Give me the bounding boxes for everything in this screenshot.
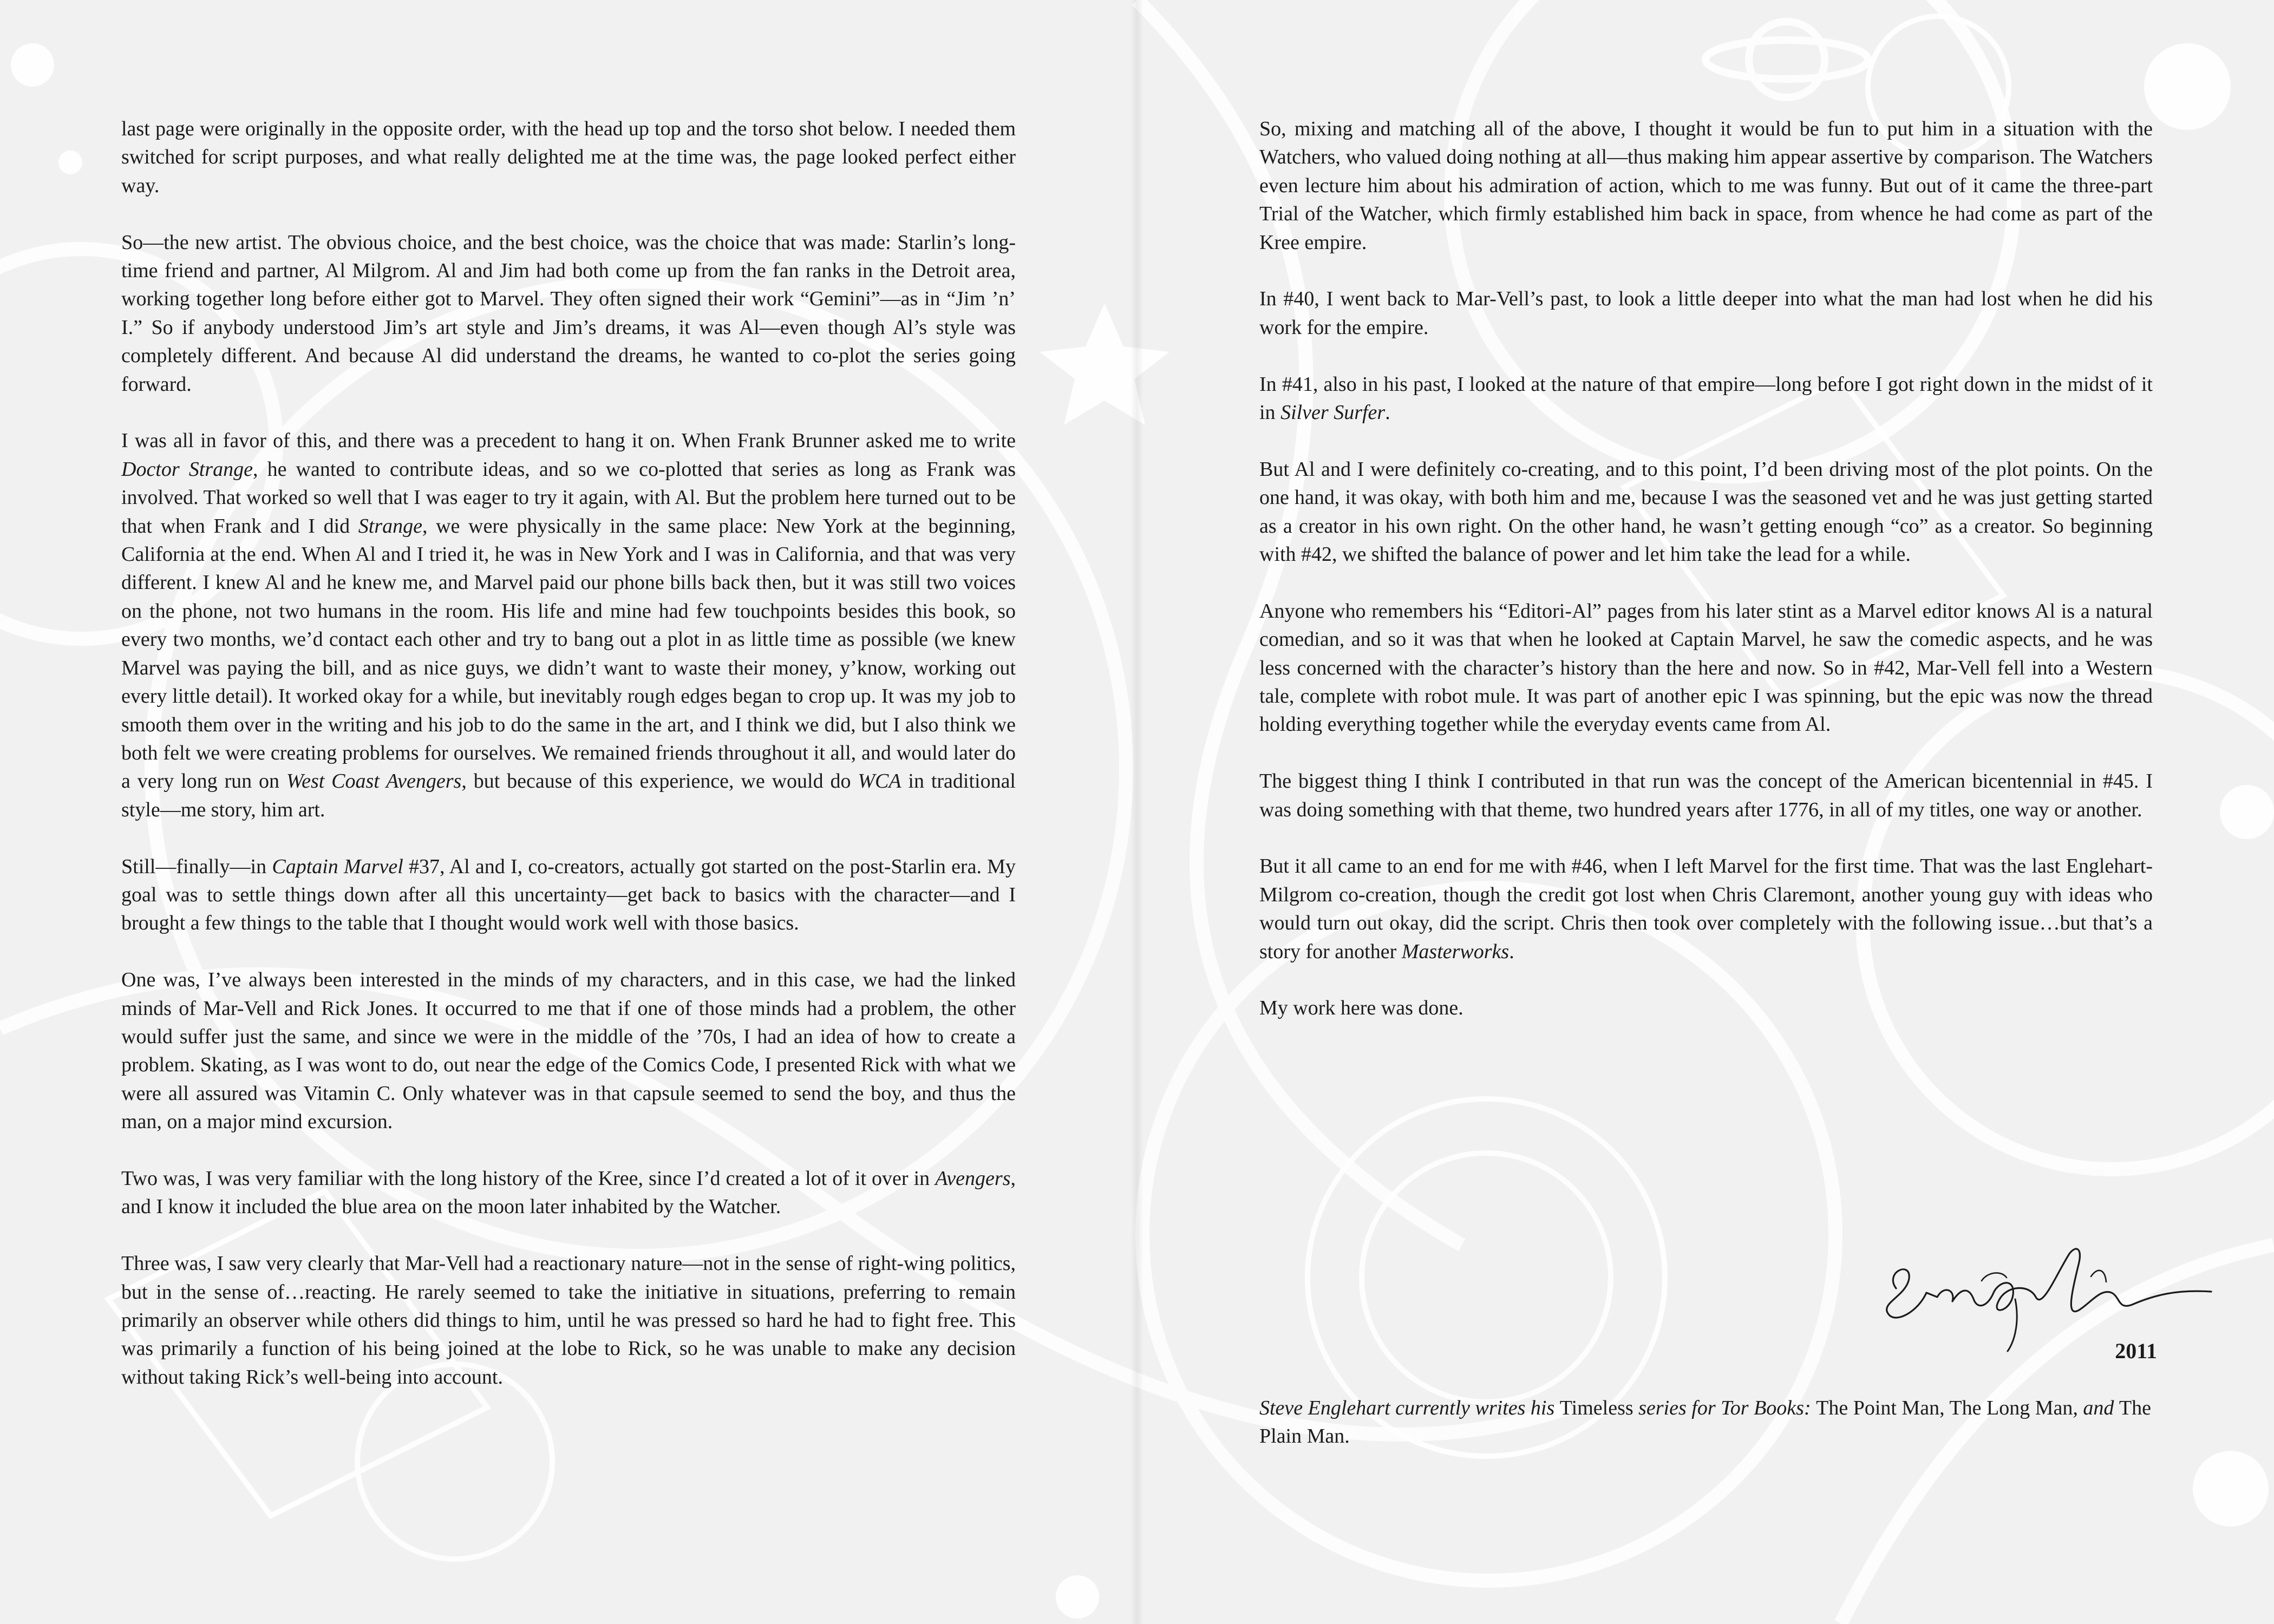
body-paragraph <box>121 966 1016 1136</box>
text-run: The biggest thing I think I contributed in that run was the concept of the American bicentennial in #45. I was doing something with that theme, two hundred years after 1776, in all of my titles, one way or another. <box>1259 770 2153 821</box>
text-run: The Plain Man. <box>1259 1397 2151 1448</box>
italic-text-run: Doctor Strange <box>121 457 253 481</box>
text-run: But Al and I were definitely co-creating, and to this point, I’d been driving most of the plot points. On the one hand, it was okay, with both him and me, because I was the seasoned vet and he was just getting started as a creator in his own right. On the other hand, he wasn’t getting enough “co” as a creator. So beginning with #42, we shifted the balance of power and let him take the lead for a while. <box>1259 457 2153 566</box>
italic-text-run: Avengers <box>935 1167 1011 1190</box>
body-paragraph <box>121 115 1016 200</box>
text-run: #37, Al and I, co-creators, actually got started on the post-Starlin era. My goal was to settle things down after all this uncertainty—get back to basics with the character—and I brought a few things to the table that I thought would work well with those basics. <box>121 855 1016 935</box>
body-paragraph <box>121 1249 1016 1391</box>
text-run: Timeless <box>1559 1397 1633 1419</box>
text-run: One was, I’ve always been interested in the minds of my characters, and in this case, we had the linked minds of Mar-Vell and Rick Jones. It occurred to me that if one of those minds had a problem, the other would suffer just the same, and since we were in the middle of the ’70s, I had an idea of how to create a problem. Skating, as I was wont to do, out near the edge of the Comics Code, I presented Rick with what we were all assured was Vitamin C. Only whatever was in that capsule seemed to send the boy, and thus the man, on a major mind excursion. <box>121 968 1016 1134</box>
text-run: Three was, I saw very clearly that Mar-Vell had a reactionary nature—not in the sense of right-wing politics, but in the sense of…reacting. He rarely seemed to take the initiative in situations, preferring to remain primarily an observer while others did things to him, until he was pressed so hard he had to fight free. This was primarily a function of his being joined at the lobe to Rick, so he was unable to make any decision without taking Rick’s well-being into account. <box>121 1252 1016 1389</box>
body-paragraph <box>121 228 1016 398</box>
author-bio-note <box>1259 1394 2153 1451</box>
italic-text-run: Captain Marvel <box>272 855 403 878</box>
signature-block <box>1873 1229 2218 1364</box>
italic-text-run: WCA <box>858 770 901 793</box>
text-run: So—the new artist. The obvious choice, and the best choice, was the choice that was made: Starlin’s long-time friend and partner, Al Milgrom. Al and Jim had both come up from the fan ranks in the Detroit area, working together long before either got to Marvel. They often signed their work “Gemini”—as in “Jim ’n’ I.” So if anybody understood Jim’s art style and Jim’s dreams, it was Al—even though Al’s style was completely different. And because Al did understand the dreams, he wanted to co-plot the series going forward. <box>121 231 1016 396</box>
body-paragraph <box>1259 285 2153 342</box>
page-gutter <box>1131 0 1143 1624</box>
text-run: , but because of this experience, we would do <box>461 770 858 793</box>
text-run: I was all in favor of this, and there was a precedent to hang it on. When Frank Brunner asked me to write <box>121 429 1016 453</box>
body-paragraph <box>1259 455 2153 569</box>
text-run: Two was, I was very familiar with the long history of the Kree, since I’d created a lot of it over in <box>121 1167 936 1190</box>
text-run: Anyone who remembers his “Editori-Al” pages from his later stint as a Marvel editor knows Al is a natural comedian, and so it was that when he looked at Captain Marvel, he saw the comedic aspects, and he was less concerned with the character’s history than the here and now. So in #42, Mar-Vell fell into a Western tale, complete with robot mule. It was part of another epic I was spinning, but the epic was now the thread holding everything together while the everyday events came from Al. <box>1259 599 2153 736</box>
planet-icon <box>11 43 54 87</box>
italic-text-run: Strange <box>358 514 422 538</box>
text-run: in traditional style—me story, him art. <box>121 770 1016 821</box>
body-paragraph <box>121 427 1016 824</box>
signature-year: 2011 <box>2115 1339 2157 1363</box>
text-run: But it all came to an end for me with #46, when I left Marvel for the first time. That was the last Englehart-Milgrom co-creation, though the credit got lost when Chris Claremont, another young guy with ideas who would turn out okay, did the script. Chris then took over completely with the following issue…but that’s a story for another <box>1259 855 2153 963</box>
moon-icon <box>2144 43 2231 130</box>
text-run: The Point Man, The Long Man <box>1816 1397 2073 1419</box>
body-paragraph <box>1259 767 2153 824</box>
text-run: , we were physically in the same place: New York at the beginning, California at the end. When Al and I tried it, he was in New York and I was in California, and that was very different. I knew Al and he knew me, and Marvel paid our phone bills back then, but it was still two voices on the phone, not two humans in the room. His life and mine had few touchpoints besides this book, so every two months, we’d contact each other and try to bang out a plot in as little time as possible (we knew Marvel was paying the bill, and as nice guys, we didn’t want to waste their money, y’know, working out every little detail). It worked okay for a while, but inevitably rough edges began to crop up. It was my job to smooth them over in the writing and his job to do the same in the art, and I think we did, but I also think we both felt we were creating problems for ourselves. We remained friends throughout it all, and would later do a very long run on <box>121 514 1016 793</box>
italic-text-run: West Coast Avengers <box>286 770 462 793</box>
text-run: In #40, I went back to Mar-Vell’s past, to look a little deeper into what the man had lost when he did his work for the empire. <box>1259 287 2153 339</box>
text-run: , and I know it included the blue area on the moon later inhabited by the Watcher. <box>121 1167 1016 1219</box>
italic-text-run: Steve Englehart currently writes his <box>1259 1397 1560 1419</box>
text-run: So, mixing and matching all of the above, I thought it would be fun to put him in a situation with the Watchers, who valued doing nothing at all—thus making him appear assertive by comparison. The Watchers even lecture him about his admiration of action, which to me was funny. But out of it came the three-part Trial of the Watcher, which firmly established him back in space, from whence he had come as part of the Kree empire. <box>1259 117 2153 254</box>
body-paragraph <box>1259 370 2153 427</box>
italic-text-run: series for Tor Books: <box>1633 1397 1816 1419</box>
body-paragraph <box>1259 852 2153 966</box>
body-paragraph <box>1259 994 2153 1022</box>
text-run: , he wanted to contribute ideas, and so we co-plotted that series as long as Frank was involved. That worked so well that I was eager to try it again, with Al. But the problem here turned out to be that when Frank and I did <box>121 457 1016 538</box>
author-signature <box>1873 1229 2218 1364</box>
text-run: . <box>1509 940 1514 963</box>
body-paragraph <box>121 1164 1016 1221</box>
text-run: Still—finally—in <box>121 855 272 878</box>
text-run: In #41, also in his past, I looked at the nature of that empire—long before I got right down in the midst of it in <box>1259 372 2153 424</box>
body-paragraph <box>121 853 1016 938</box>
right-page-text <box>1259 115 2153 1023</box>
text-run: last page were originally in the opposite order, with the head up top and the torso shot below. I needed them switched for script purposes, and what really delighted me at the time was, the page looked perfect either way. <box>121 117 1016 197</box>
body-paragraph <box>1259 597 2153 739</box>
left-page-text <box>121 115 1016 1391</box>
italic-text-run: Masterworks <box>1401 940 1510 963</box>
body-paragraph <box>1259 115 2153 257</box>
text-run: My work here was done. <box>1259 997 1463 1020</box>
italic-text-run: , and <box>2073 1397 2119 1419</box>
italic-text-run: Silver Surfer <box>1280 401 1386 424</box>
text-run: . <box>1385 401 1390 424</box>
